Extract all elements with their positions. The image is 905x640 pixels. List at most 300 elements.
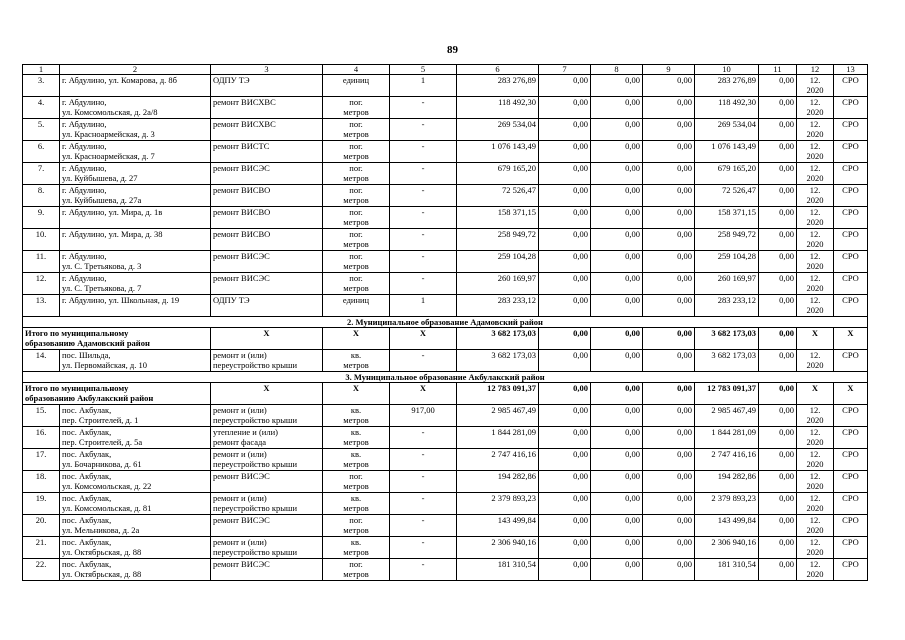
- unit-cell: [323, 229, 390, 251]
- cost-total-value: 3 682 173,03: [491, 350, 536, 360]
- row-number-text: 11.: [35, 251, 47, 261]
- work-type-line-2: переустройство крыши: [213, 547, 298, 557]
- work-type-cell: [211, 471, 323, 493]
- unit-line-2: метров: [343, 195, 369, 205]
- deadline-line-1: 12.: [809, 405, 821, 415]
- work-type-line-1: ремонт ВИСВО: [213, 207, 271, 217]
- unit-cell: [323, 471, 390, 493]
- address-cell: [60, 405, 211, 427]
- total-label-line-1: Итого по муниципальному: [25, 383, 129, 393]
- cost-col7-cell: [539, 119, 591, 141]
- section-header-row: [23, 317, 868, 328]
- cost-col8-value: 0,00: [625, 119, 640, 129]
- cost-col8-cell: [591, 559, 643, 581]
- source-value: СРО: [842, 427, 859, 437]
- source-cell: [834, 229, 868, 251]
- total-col7-value: 0,00: [573, 328, 588, 338]
- total-x-cell: [211, 383, 323, 405]
- table-body: [23, 65, 868, 581]
- cost-col8-value: 0,00: [625, 515, 640, 525]
- cost-col8-cell: [591, 163, 643, 185]
- cost-col9-cell: [643, 295, 695, 317]
- source-cell: [834, 97, 868, 119]
- row-number: [23, 515, 60, 537]
- cost-col10-cell: [695, 251, 759, 273]
- table-row: [23, 559, 868, 581]
- address-line-2: пер. Строителей, д. 1: [62, 415, 139, 425]
- address-cell: [60, 141, 211, 163]
- cost-col8-cell: [591, 471, 643, 493]
- work-type-line-1: ремонт ВИСВО: [213, 185, 271, 195]
- unit-line-2: метров: [343, 360, 369, 370]
- total-x-cell: [834, 328, 868, 350]
- address-cell: [60, 207, 211, 229]
- cost-col7-value: 0,00: [573, 119, 588, 129]
- total-x-cell: [797, 383, 834, 405]
- work-type-cell: [211, 185, 323, 207]
- deadline-line-1: 12.: [809, 493, 821, 503]
- total-col10-cell: [695, 328, 759, 350]
- cost-col10-value: 3 682 173,03: [711, 350, 756, 360]
- address-line-1: пос. Акбулак,: [62, 405, 112, 415]
- work-type-cell: [211, 229, 323, 251]
- cost-col8-cell: [591, 251, 643, 273]
- work-type-line-1: ремонт ВИСЭС: [213, 251, 270, 261]
- cost-col9-cell: [643, 471, 695, 493]
- cost-total-cell: [457, 229, 539, 251]
- address-line-1: пос. Акбулак,: [62, 515, 112, 525]
- cost-col10-value: 143 499,84: [717, 515, 756, 525]
- cost-col11-cell: [759, 559, 797, 581]
- cost-total-value: 269 534,04: [497, 119, 536, 129]
- total-col10-cell: [695, 383, 759, 405]
- work-type-cell: [211, 273, 323, 295]
- work-type-cell: [211, 141, 323, 163]
- cost-total-cell: [457, 119, 539, 141]
- work-type-cell: [211, 251, 323, 273]
- address-line-1: г. Абдулино,: [62, 273, 107, 283]
- cost-col11-cell: [759, 405, 797, 427]
- cost-col10-value: 2 306 940,16: [711, 537, 756, 547]
- source-value: СРО: [842, 350, 859, 360]
- cost-col11-value: 0,00: [779, 229, 794, 239]
- cost-col8-value: 0,00: [625, 185, 640, 195]
- total-col9-cell: [643, 328, 695, 350]
- total-col9-value: 0,00: [677, 383, 692, 393]
- address-line-2: ул. Комсомольская, д. 22: [62, 481, 152, 491]
- unit-line-1: кв.: [350, 427, 362, 437]
- cost-col7-cell: [539, 493, 591, 515]
- quantity-cell: [390, 493, 457, 515]
- row-number-text: 13.: [35, 295, 47, 305]
- cost-col10-value: 283 233,12: [717, 295, 756, 305]
- unit-cell: [323, 141, 390, 163]
- cost-total-value: 259 104,28: [497, 251, 536, 261]
- total-x-cell: [834, 383, 868, 405]
- table-row: [23, 75, 868, 97]
- row-number: [23, 273, 60, 295]
- source-cell: [834, 295, 868, 317]
- address-line-1: г. Абдулино,: [62, 163, 107, 173]
- unit-line-1: единиц: [342, 75, 370, 85]
- total-x-value: X: [419, 328, 427, 338]
- unit-line-2: метров: [343, 261, 369, 271]
- quantity-cell: [390, 350, 457, 372]
- deadline-line-1: 12.: [809, 207, 821, 217]
- total-row: [23, 383, 868, 405]
- cost-total-value: 258 949,72: [497, 229, 536, 239]
- quantity-cell: [390, 207, 457, 229]
- cost-col11-value: 0,00: [779, 251, 794, 261]
- cost-col11-value: 0,00: [779, 559, 794, 569]
- cost-total-cell: [457, 141, 539, 163]
- cost-col10-cell: [695, 350, 759, 372]
- cost-col9-cell: [643, 273, 695, 295]
- row-number: [23, 427, 60, 449]
- cost-col7-cell: [539, 229, 591, 251]
- row-number: [23, 163, 60, 185]
- cost-total-cell: [457, 515, 539, 537]
- cost-col7-cell: [539, 295, 591, 317]
- cost-col9-value: 0,00: [677, 141, 692, 151]
- total-col11-value: 0,00: [779, 328, 794, 338]
- address-line-2: ул. Комсомольская, д. 81: [62, 503, 152, 513]
- cost-total-value: 2 379 893,23: [491, 493, 536, 503]
- cost-col7-value: 0,00: [573, 350, 588, 360]
- cost-col8-cell: [591, 405, 643, 427]
- address-line-2: ул. Первомайская, д. 10: [62, 360, 147, 370]
- cost-col8-value: 0,00: [625, 350, 640, 360]
- work-type-line-1: ОДПУ ТЭ: [213, 295, 250, 305]
- cost-col9-cell: [643, 515, 695, 537]
- total-cost-cell: [457, 383, 539, 405]
- deadline-line-2: 2020: [806, 437, 824, 447]
- quantity-value: -: [421, 229, 425, 239]
- address-line-1: г. Абдулино,: [62, 251, 107, 261]
- deadline-line-2: 2020: [806, 283, 824, 293]
- table-row: [23, 295, 868, 317]
- deadline-cell: [797, 471, 834, 493]
- total-x-value: X: [811, 383, 819, 393]
- quantity-cell: [390, 427, 457, 449]
- total-cost-cell: [457, 328, 539, 350]
- unit-line-1: пог.: [349, 185, 363, 195]
- unit-line-2: метров: [343, 569, 369, 579]
- deadline-line-2: 2020: [806, 503, 824, 513]
- deadline-line-2: 2020: [806, 129, 824, 139]
- source-cell: [834, 251, 868, 273]
- table-row: [23, 537, 868, 559]
- cost-col11-cell: [759, 350, 797, 372]
- unit-line-1: единиц: [342, 295, 370, 305]
- work-type-line-2: переустройство крыши: [213, 415, 298, 425]
- cost-col7-value: 0,00: [573, 97, 588, 107]
- cost-total-cell: [457, 75, 539, 97]
- cost-col9-cell: [643, 185, 695, 207]
- cost-total-cell: [457, 471, 539, 493]
- cost-total-cell: [457, 449, 539, 471]
- section-title: 3. Муниципальное образование Акбулакский район: [23, 372, 868, 383]
- cost-col7-cell: [539, 251, 591, 273]
- cost-col8-value: 0,00: [625, 405, 640, 415]
- address-cell: [60, 251, 211, 273]
- cost-total-value: 181 310,54: [497, 559, 536, 569]
- total-label: [23, 383, 211, 405]
- deadline-line-1: 12.: [809, 97, 821, 107]
- unit-cell: [323, 295, 390, 317]
- address-line-1: г. Абдулино, ул. Школьная, д. 19: [62, 295, 180, 305]
- cost-col9-cell: [643, 405, 695, 427]
- cost-col9-cell: [643, 493, 695, 515]
- cost-col7-value: 0,00: [573, 449, 588, 459]
- address-line-1: г. Абдулино, ул. Мира, д. 38: [62, 229, 163, 239]
- cost-col10-value: 260 169,97: [717, 273, 756, 283]
- total-x-cell: [797, 328, 834, 350]
- cost-col11-value: 0,00: [779, 471, 794, 481]
- cost-total-value: 118 492,30: [498, 97, 536, 107]
- unit-cell: [323, 273, 390, 295]
- unit-cell: [323, 251, 390, 273]
- deadline-line-1: 12.: [809, 163, 821, 173]
- unit-line-2: метров: [343, 503, 369, 513]
- cost-col11-cell: [759, 273, 797, 295]
- cost-col11-cell: [759, 141, 797, 163]
- deadline-line-2: 2020: [806, 261, 824, 271]
- source-value: СРО: [842, 251, 859, 261]
- cost-col8-cell: [591, 427, 643, 449]
- cost-col11-value: 0,00: [779, 537, 794, 547]
- cost-col11-value: 0,00: [779, 141, 794, 151]
- cost-col8-value: 0,00: [625, 163, 640, 173]
- quantity-cell: [390, 75, 457, 97]
- unit-cell: [323, 185, 390, 207]
- cost-col9-value: 0,00: [677, 119, 692, 129]
- table-row: [23, 427, 868, 449]
- source-value: СРО: [842, 163, 859, 173]
- quantity-value: 917,00: [411, 405, 435, 415]
- work-type-cell: [211, 75, 323, 97]
- cost-col10-cell: [695, 537, 759, 559]
- work-type-line-1: ремонт ВИСЭС: [213, 515, 270, 525]
- cost-col7-cell: [539, 427, 591, 449]
- unit-line-2: метров: [343, 239, 369, 249]
- source-value: СРО: [842, 119, 859, 129]
- cost-col9-cell: [643, 449, 695, 471]
- deadline-line-2: 2020: [806, 195, 824, 205]
- cost-col8-cell: [591, 75, 643, 97]
- address-line-2: ул. С. Третьякова, д. 3: [62, 261, 142, 271]
- deadline-cell: [797, 97, 834, 119]
- cost-total-value: 679 165,20: [497, 163, 536, 173]
- cost-col7-value: 0,00: [573, 295, 588, 305]
- cost-col10-value: 2 379 893,23: [711, 493, 756, 503]
- cost-col10-value: 2 747 416,16: [711, 449, 756, 459]
- cost-col9-value: 0,00: [677, 405, 692, 415]
- unit-line-1: пог.: [349, 559, 363, 569]
- source-cell: [834, 471, 868, 493]
- column-number: 8: [591, 65, 643, 75]
- column-number: 4: [323, 65, 390, 75]
- work-type-cell: [211, 427, 323, 449]
- cost-total-cell: [457, 427, 539, 449]
- deadline-line-2: 2020: [806, 305, 824, 315]
- table-row: [23, 493, 868, 515]
- source-value: СРО: [842, 449, 859, 459]
- cost-col8-value: 0,00: [625, 229, 640, 239]
- source-value: СРО: [842, 185, 859, 195]
- source-value: СРО: [842, 537, 859, 547]
- cost-col7-cell: [539, 207, 591, 229]
- work-type-cell: [211, 350, 323, 372]
- deadline-line-1: 12.: [809, 295, 821, 305]
- quantity-cell: [390, 251, 457, 273]
- source-value: СРО: [842, 295, 859, 305]
- total-x-cell: [323, 383, 390, 405]
- address-line-2: ул. Октябрьская, д. 88: [62, 569, 142, 579]
- work-type-cell: [211, 119, 323, 141]
- cost-col8-cell: [591, 449, 643, 471]
- cost-col7-value: 0,00: [573, 251, 588, 261]
- address-line-1: г. Абдулино,: [62, 97, 107, 107]
- total-x-value: X: [263, 383, 270, 393]
- work-type-line-1: ремонт ВИСЭС: [213, 471, 270, 481]
- table-row: [23, 141, 868, 163]
- deadline-line-1: 12.: [809, 229, 821, 239]
- quantity-cell: [390, 515, 457, 537]
- cost-col7-cell: [539, 405, 591, 427]
- cost-col8-cell: [591, 97, 643, 119]
- source-cell: [834, 559, 868, 581]
- cost-col11-value: 0,00: [779, 515, 794, 525]
- unit-cell: [323, 515, 390, 537]
- cost-col8-value: 0,00: [625, 207, 640, 217]
- deadline-line-1: 12.: [809, 350, 821, 360]
- deadline-cell: [797, 273, 834, 295]
- cost-col7-value: 0,00: [573, 75, 588, 85]
- unit-line-1: пог.: [349, 515, 363, 525]
- section-title: 2. Муниципальное образование Адамовский район: [23, 317, 868, 328]
- cost-col10-cell: [695, 119, 759, 141]
- cost-col10-cell: [695, 427, 759, 449]
- cost-col9-cell: [643, 427, 695, 449]
- address-line-2: пер. Строителей, д. 5а: [62, 437, 143, 447]
- total-col11-cell: [759, 328, 797, 350]
- quantity-value: -: [421, 97, 425, 107]
- source-cell: [834, 427, 868, 449]
- unit-cell: [323, 207, 390, 229]
- quantity-cell: [390, 141, 457, 163]
- cost-col11-value: 0,00: [779, 207, 794, 217]
- source-cell: [834, 493, 868, 515]
- cost-col11-cell: [759, 251, 797, 273]
- address-line-1: пос. Акбулак,: [62, 537, 112, 547]
- address-cell: [60, 449, 211, 471]
- source-cell: [834, 75, 868, 97]
- source-cell: [834, 207, 868, 229]
- cost-col11-cell: [759, 449, 797, 471]
- source-cell: [834, 537, 868, 559]
- deadline-line-2: 2020: [806, 239, 824, 249]
- cost-total-cell: [457, 493, 539, 515]
- unit-line-1: кв.: [350, 405, 362, 415]
- deadline-line-2: 2020: [806, 415, 824, 425]
- unit-line-1: кв.: [350, 350, 362, 360]
- total-col11-value: 0,00: [779, 383, 794, 393]
- total-x-value: X: [263, 328, 270, 338]
- table-row: [23, 207, 868, 229]
- unit-cell: [323, 405, 390, 427]
- cost-col9-cell: [643, 163, 695, 185]
- unit-cell: [323, 75, 390, 97]
- quantity-value: -: [421, 141, 425, 151]
- deadline-line-2: 2020: [806, 85, 824, 95]
- source-value: СРО: [842, 471, 859, 481]
- cost-col11-value: 0,00: [779, 163, 794, 173]
- cost-col11-value: 0,00: [779, 185, 794, 195]
- cost-col8-cell: [591, 493, 643, 515]
- quantity-cell: [390, 405, 457, 427]
- cost-total-cell: [457, 251, 539, 273]
- cost-col10-value: 72 526,47: [722, 185, 756, 195]
- row-number: [23, 185, 60, 207]
- address-line-1: пос. Акбулак,: [62, 471, 112, 481]
- unit-line-1: пог.: [349, 251, 363, 261]
- cost-col9-value: 0,00: [677, 251, 692, 261]
- deadline-cell: [797, 350, 834, 372]
- total-x-cell: [390, 328, 457, 350]
- address-line-1: г. Абдулино,: [62, 141, 107, 151]
- row-number-text: 10.: [35, 229, 47, 239]
- cost-total-cell: [457, 295, 539, 317]
- deadline-cell: [797, 75, 834, 97]
- cost-col8-value: 0,00: [625, 559, 640, 569]
- total-col10-value: 12 783 091,37: [707, 383, 756, 393]
- cost-col9-cell: [643, 350, 695, 372]
- unit-line-2: метров: [343, 415, 369, 425]
- cost-col7-value: 0,00: [573, 273, 588, 283]
- deadline-line-1: 12.: [809, 75, 821, 85]
- source-value: СРО: [842, 515, 859, 525]
- source-value: СРО: [842, 273, 859, 283]
- row-number-text: 12.: [35, 273, 47, 283]
- cost-col8-cell: [591, 185, 643, 207]
- unit-line-1: кв.: [350, 537, 362, 547]
- deadline-cell: [797, 229, 834, 251]
- work-type-line-1: ремонт и (или): [213, 449, 267, 459]
- quantity-value: -: [421, 471, 425, 481]
- unit-line-2: метров: [343, 173, 369, 183]
- cost-col9-cell: [643, 141, 695, 163]
- column-number: 5: [390, 65, 457, 75]
- work-type-line-1: ремонт и (или): [213, 537, 267, 547]
- work-type-line-2: переустройство крыши: [213, 360, 298, 370]
- deadline-line-2: 2020: [806, 569, 824, 579]
- unit-line-2: метров: [343, 151, 369, 161]
- cost-col11-value: 0,00: [779, 119, 794, 129]
- unit-line-1: пог.: [349, 163, 363, 173]
- table-row: [23, 97, 868, 119]
- cost-col11-cell: [759, 163, 797, 185]
- total-x-cell: [390, 383, 457, 405]
- row-number: [23, 405, 60, 427]
- address-line-2: ул. Красноармейская, д. 7: [62, 151, 155, 161]
- cost-col9-value: 0,00: [677, 273, 692, 283]
- cost-col9-cell: [643, 75, 695, 97]
- address-cell: [60, 515, 211, 537]
- cost-col8-value: 0,00: [625, 295, 640, 305]
- cost-col10-cell: [695, 207, 759, 229]
- address-cell: [60, 493, 211, 515]
